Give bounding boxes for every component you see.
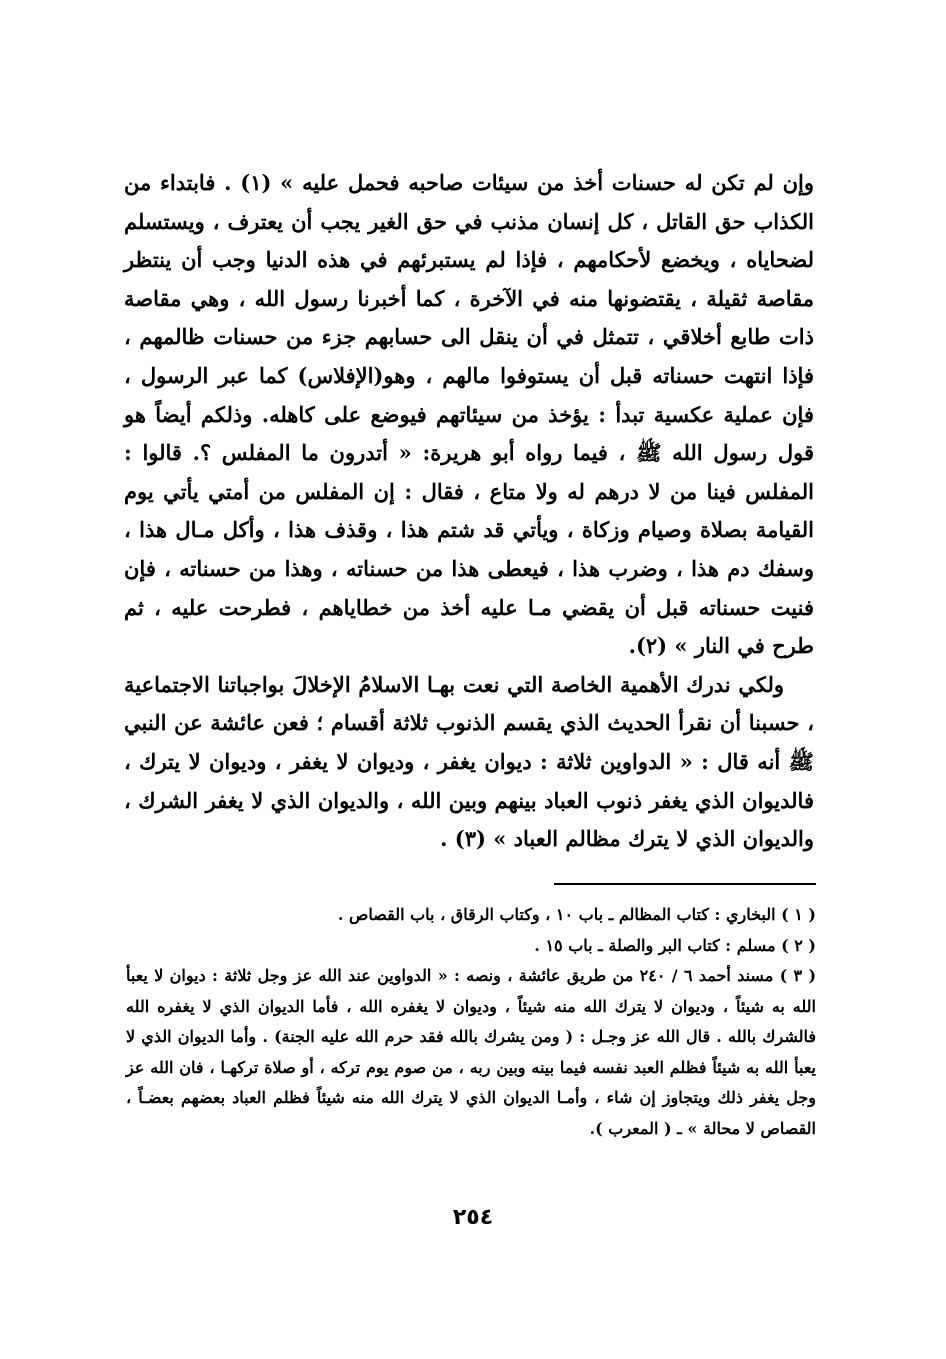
page-number: ٢٥٤ [452, 1205, 494, 1230]
main-text [124, 164, 814, 859]
paragraph-2: ولكي ندرك الأهمية الخاصة التي نعت بهـا الاسلامُ الإخلالَ بواجباتنا الاجتماعية ، حسبنا أن نقرأ الحديث الذي يقسم الذنوب ثلاثة أقسام ؛ فعن عائشة عن النبي ﷺ أنه قال : « الدواوين ثلاثة : ديوان يغفر ، وديوان لا يغفر ، وديوان لا يترك ، فالديوان الذي يغفر ذنوب العباد بينهم وبين الله ، والديوان الذي لا يغفر الشرك ، والديوان الذي لا يترك مظالم العباد » (٣) . [124, 671, 814, 852]
footnotes [126, 900, 816, 1144]
footnote-2: ( ٢ ) مسلم : كتاب البر والصلة ـ باب ١٥ . [534, 935, 816, 955]
paragraph-1: وإن لم تكن له حسنات أخذ من سيئات صاحبه فحمل عليه » (١) . فابتداء من الكذاب حق القاتل ، كل إنسان مذنب في حق الغير يجب أن يعترف ، ويستسلم لضحاياه ، ويخضع لأحكامهم ، فإذا لم يستبرئهم في هذه الدنيا وجب أن ينتظر مقاصة ثقيلة ، يقتضونها منه في الآخرة ، كما أخبرنا رسول الله ، وهي مقاصة ذات طابع أخلاقي ، تتمثل في أن ينقل الى حسابهم جزء من حسنات ظالمهم ، فإذا انتهت حسناته قبل أن يستوفوا مالهم ، وهو(الإفلاس) كما عبر الرسول ، فإن عملية عكسية تبدأ : يؤخذ من سيئاتهم فيوضع على كاهله. وذلكم أيضاً هو قول رسول الله ﷺ ، فيما رواه أبو هريرة: « أتدرون ما المفلس ؟. قالوا : المفلس فينا من لا درهم له ولا متاع ، فقال : إن المفلس من أمتي يأتي يوم القيامة بصلاة وصيام وزكاة ، ويأتي قد شتم هذا ، وقذف هذا ، وأكل مـال هذا ، وسفك دم هذا ، وضرب هذا ، فيعطى هذا من حسناته ، وهذا من حسناته ، فإن فنيت حسناته قبل أن يقضي مـا عليه أخذ من خطاياهم ، فطرحت عليه ، ثم طرح في النار » (٢). [124, 170, 815, 659]
footnote-separator [554, 883, 816, 885]
footnote-1: ( ١ ) البخاري : كتاب المظالم ـ باب ١٠ ، وكتاب الرقاق ، باب القصاص . [337, 905, 816, 924]
footnote-3: ( ٣ ) مسند أحمد ٦ / ٢٤٠ من طريق عائشة ، ونصه : « الدواوين عند الله عز وجل ثلاثة : ديوان لا يعبأ الله به شيئاً ، وديوان لا يترك الله منه شيئاً ، وديوان لا يغفره الله ، فأما الديوان الذي لا يغفره الله فالشرك بالله . قال الله عز وجـل : ( ومن يشرك بالله فقد حرم الله عليه الجنة) . وأما الديوان الذي لا يعبأ الله به شيئاً فظلم العبد نفسه فيما بينه وبين ربه ، من صوم يوم تركه ، أو صلاة تركهـا ، فان الله عز وجل يغفر ذلك ويتجاوز إن شاء ، وأمـا الديوان الذي لا يترك الله منه شيئاً فظلم العباد بعضهم بعضـاً ، القصاص لا محالة » ـ ( المعرب ). [126, 966, 817, 1138]
